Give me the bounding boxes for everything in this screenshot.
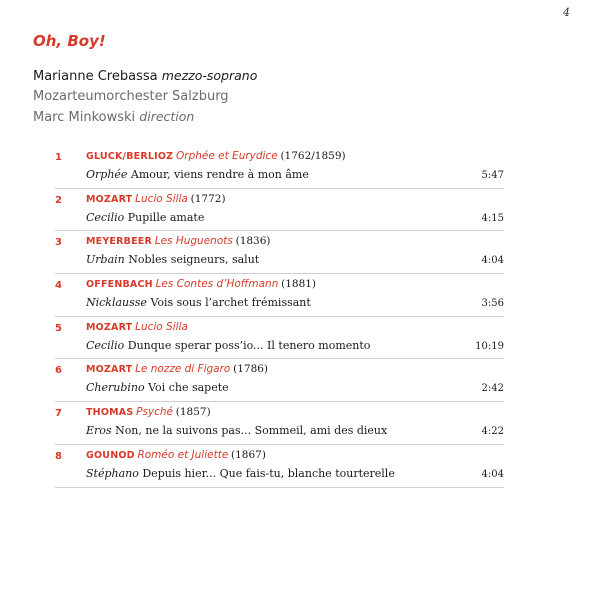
track-role: Cherubino bbox=[86, 381, 145, 395]
track-number: 7 bbox=[55, 408, 62, 420]
track-role: Orphée bbox=[86, 168, 128, 181]
track-duration: 2:42 bbox=[481, 383, 504, 395]
track-composer: OFFENBACH bbox=[86, 279, 153, 291]
page-number: 4 bbox=[563, 6, 570, 19]
track-aria-line bbox=[86, 339, 370, 352]
track-number: 8 bbox=[55, 450, 62, 462]
track-composer: THOMAS bbox=[86, 407, 134, 419]
track-divider bbox=[55, 316, 504, 317]
track-number: 3 bbox=[55, 237, 62, 249]
track-duration: 4:15 bbox=[481, 212, 504, 224]
track-year: (1786) bbox=[233, 363, 269, 376]
track-work: Les Huguenots bbox=[154, 235, 233, 248]
track-row bbox=[0, 150, 600, 193]
track-row bbox=[0, 235, 600, 278]
track-aria: Dunque sperar poss’io... Il tenero momento bbox=[127, 338, 371, 352]
track-duration: 4:22 bbox=[481, 426, 504, 438]
track-row bbox=[0, 363, 600, 406]
track-work: Lucio Silla bbox=[135, 192, 188, 205]
track-work-line bbox=[86, 150, 346, 162]
track-divider bbox=[55, 358, 504, 359]
track-role: Eros bbox=[86, 424, 112, 438]
track-duration: 10:19 bbox=[475, 340, 504, 352]
track-divider bbox=[55, 401, 504, 402]
track-aria-line bbox=[86, 467, 395, 480]
track-duration: 4:04 bbox=[481, 255, 504, 267]
track-row bbox=[0, 193, 600, 236]
track-aria-line bbox=[86, 424, 387, 437]
track-work-line bbox=[86, 321, 188, 333]
track-work-line bbox=[86, 278, 316, 290]
track-aria: Amour, viens rendre à mon âme bbox=[130, 168, 309, 181]
track-year: (1836) bbox=[235, 235, 271, 248]
track-role: Nicklausse bbox=[86, 296, 147, 310]
track-number: 4 bbox=[55, 280, 62, 292]
track-aria: Non, ne la suivons pas... Sommeil, ami des dieux bbox=[115, 424, 388, 438]
track-year: (1881) bbox=[281, 278, 317, 291]
track-composer: MOZART bbox=[86, 364, 133, 376]
track-work: Psyché bbox=[136, 406, 174, 419]
track-aria-line bbox=[86, 253, 259, 266]
album-title: Oh, Boy! bbox=[33, 32, 106, 50]
track-aria-line bbox=[86, 168, 309, 181]
track-role: Urbain bbox=[86, 253, 125, 267]
track-work: Lucio Silla bbox=[135, 320, 188, 333]
track-composer: MOZART bbox=[86, 193, 133, 205]
track-divider bbox=[55, 444, 504, 445]
credit-name: Mozarteumorchester Salzburg bbox=[33, 89, 229, 104]
credits bbox=[33, 66, 257, 128]
track-row bbox=[0, 449, 600, 492]
track-aria-line bbox=[86, 211, 204, 224]
credit-orchestra bbox=[33, 87, 257, 107]
track-duration: 3:56 bbox=[481, 298, 504, 310]
credit-role: direction bbox=[139, 109, 195, 124]
track-work-line bbox=[86, 193, 226, 205]
track-composer: MOZART bbox=[86, 321, 133, 333]
track-work: Les Contes d’Hoffmann bbox=[155, 278, 279, 291]
track-work-line bbox=[86, 363, 268, 375]
track-composer: GLUCK/BERLIOZ bbox=[86, 151, 174, 162]
track-work: Orphée et Eurydice bbox=[175, 150, 278, 162]
track-number: 1 bbox=[55, 152, 62, 163]
track-row bbox=[0, 406, 600, 449]
track-number: 2 bbox=[55, 194, 62, 206]
credit-role: mezzo-soprano bbox=[161, 68, 258, 83]
credit-soloist bbox=[33, 66, 257, 87]
tracklist bbox=[0, 150, 600, 492]
track-role: Cecilio bbox=[86, 338, 125, 352]
track-aria: Vois sous l’archet frémissant bbox=[150, 296, 311, 310]
track-work-line bbox=[86, 449, 266, 461]
credit-name: Marc Minkowski bbox=[33, 110, 136, 125]
track-divider bbox=[55, 188, 504, 189]
track-composer: GOUNOD bbox=[86, 449, 135, 461]
track-number: 6 bbox=[55, 365, 62, 377]
track-aria: Depuis hier... Que fais-tu, blanche tourterelle bbox=[142, 466, 395, 480]
track-work-line bbox=[86, 235, 271, 247]
track-role: Cecilio bbox=[86, 210, 125, 224]
track-duration: 5:47 bbox=[481, 170, 504, 181]
track-year: (1772) bbox=[190, 192, 226, 205]
credit-conductor bbox=[33, 107, 257, 128]
credit-name: Marianne Crebassa bbox=[33, 69, 158, 84]
track-divider bbox=[55, 487, 504, 488]
track-aria-line bbox=[86, 381, 229, 394]
track-work-line bbox=[86, 406, 211, 418]
track-aria-line bbox=[86, 296, 311, 309]
track-year: (1762/1859) bbox=[280, 150, 346, 162]
track-role: Stéphano bbox=[86, 466, 139, 480]
track-aria: Voi che sapete bbox=[148, 381, 229, 395]
track-number: 5 bbox=[55, 322, 62, 334]
track-year: (1867) bbox=[231, 448, 266, 461]
track-composer: MEYERBEER bbox=[86, 236, 152, 248]
track-row bbox=[0, 278, 600, 321]
track-row bbox=[0, 321, 600, 364]
track-work: Le nozze di Figaro bbox=[135, 363, 231, 376]
track-work: Roméo et Juliette bbox=[137, 448, 229, 461]
track-divider bbox=[55, 230, 504, 231]
track-duration: 4:04 bbox=[481, 468, 504, 480]
track-aria: Nobles seigneurs, salut bbox=[128, 253, 260, 267]
track-aria: Pupille amate bbox=[127, 210, 205, 224]
track-year: (1857) bbox=[175, 406, 211, 419]
track-divider bbox=[55, 273, 504, 274]
